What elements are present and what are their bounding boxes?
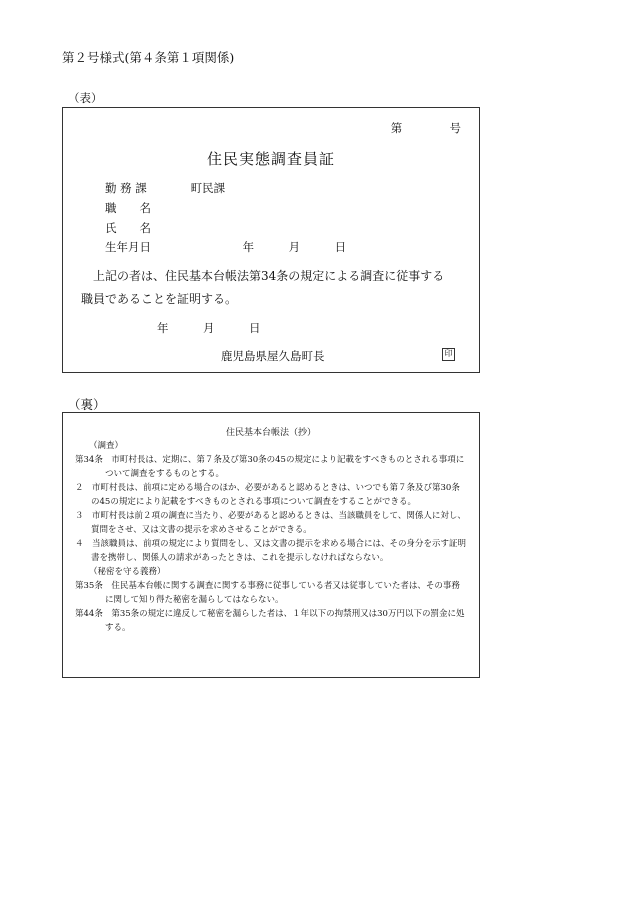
id-card-front bbox=[62, 107, 480, 373]
field-label: 生年月日 bbox=[105, 240, 151, 254]
law-heading: （調査） bbox=[89, 441, 124, 451]
law-article: 第34条 市町村長は、定期に、第７条及び第30条の45の規定により記載をすべきものとされる事項について調査をするものとする。 bbox=[75, 455, 465, 479]
field-birthdate bbox=[105, 239, 346, 255]
law-article: 第35条 住民基本台帳に関する調査に関する事務に従事している者又は従事していた者は、その事務に関して知り得た秘密を漏らしてはならない。 bbox=[75, 581, 460, 605]
field-name bbox=[105, 220, 171, 236]
statement-line-2: 職員であることを証明する。 bbox=[81, 292, 238, 306]
front-side-label: （表） bbox=[68, 91, 103, 105]
number-suffix: 号 bbox=[449, 121, 461, 135]
id-card-back bbox=[62, 412, 480, 678]
field-label: 勤 務 課 bbox=[105, 181, 147, 195]
field-label: 職 名 bbox=[105, 201, 151, 215]
number-prefix: 第 bbox=[390, 121, 403, 135]
certificate-number bbox=[391, 120, 461, 136]
field-title bbox=[105, 200, 171, 216]
statement-line-1: 上記の者は、住民基本台帳法第34条の規定による調査に従事する bbox=[93, 269, 445, 283]
field-label: 氏 名 bbox=[105, 221, 151, 235]
law-paragraph: ４ 当該職員は、前項の規定により質問をし、又は文書の提示を求める場合には、その身分を示す証明書を携帯し、関係人の請求があったときは、これを提示しなければならない。 bbox=[75, 539, 467, 563]
issuer-name: 鹿児島県屋久島町長 bbox=[221, 349, 325, 363]
law-heading: （秘密を守る義務） bbox=[89, 567, 166, 577]
seal-icon bbox=[442, 348, 455, 361]
issue-date: 年 月 日 bbox=[157, 321, 261, 335]
field-value: 年 月 日 bbox=[242, 240, 347, 254]
field-value: 町民課 bbox=[190, 181, 226, 195]
law-article: 第44条 第35条の規定に違反して秘密を漏らした者は、１年以下の拘禁刑又は30万円以下の罰金に処する。 bbox=[75, 609, 465, 633]
law-text bbox=[75, 439, 467, 635]
card-title: 住民実態調査員証 bbox=[206, 150, 335, 168]
law-title: 住民基本台帳法（抄） bbox=[225, 428, 316, 438]
back-side-label: （裏） bbox=[68, 397, 106, 412]
form-title: 第２号様式(第４条第１項関係) bbox=[62, 50, 235, 65]
field-department bbox=[105, 180, 225, 196]
law-paragraph: ２ 市町村長は、前項に定める場合のほか、必要があると認めるときは、いつでも第７条及び第30条の45の規定により記載をすべきものとされる事項について調査をすることができる。 bbox=[75, 483, 460, 507]
law-paragraph: ３ 市町村長は前２項の調査に当たり、必要があると認めるときは、当該職員をして、関係人に対し、質問をさせ、又は文書の提示を求めさせることができる。 bbox=[75, 511, 466, 535]
